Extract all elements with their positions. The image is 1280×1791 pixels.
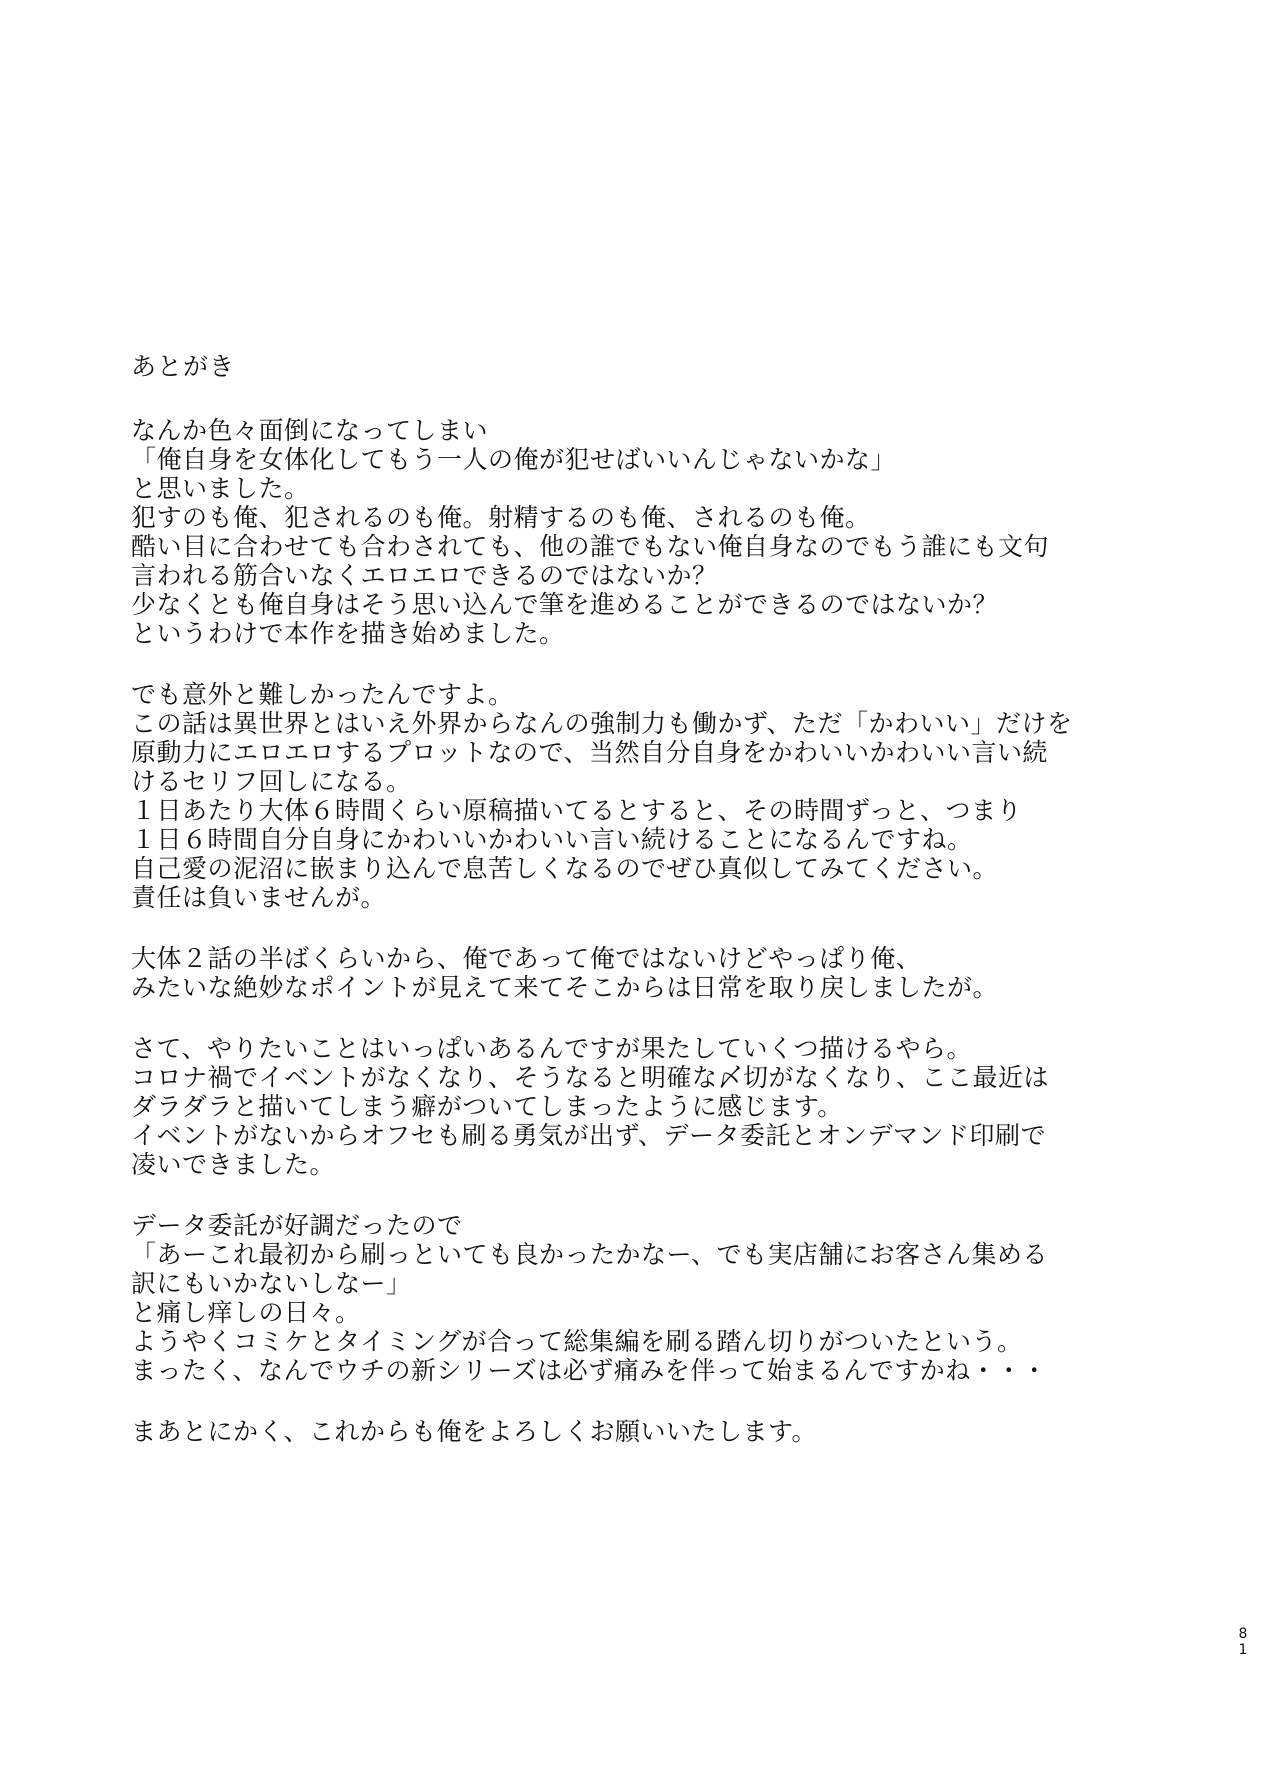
afterword-line: 大体２話の半ばくらいから、俺であって俺ではないけどやっぱり俺、 <box>131 944 922 973</box>
afterword-line: さて、やりたいことはいっぱいあるんですが果たしていくつ描けるやら。 <box>131 1034 973 1063</box>
afterword-line: １日あたり大体６時間くらい原稿描いてるとすると、その時間ずっと、つまり <box>131 796 1023 825</box>
afterword-paragraph <box>131 1417 1171 1446</box>
afterword-body <box>131 416 1171 1446</box>
afterword-line: 少なくとも俺自身はそう思い込んで筆を進めることができるのではないか？ <box>131 590 999 619</box>
afterword-paragraph <box>131 416 1171 648</box>
afterword-line: 犯すのも俺、犯されるのも俺。射精するのも俺、されるのも俺。 <box>131 503 871 532</box>
page-number-ones-digit: 1 <box>1238 1642 1248 1658</box>
afterword-line: ダラダラと描いてしまう癖がついてしまったように感じます。 <box>131 1092 843 1121</box>
afterword-paragraph <box>131 1211 1171 1385</box>
afterword-line: と痛し痒しの日々。 <box>131 1298 361 1327</box>
afterword-line: まったく、なんでウチの新シリーズは必ず痛みを伴って始まるんですかね・・・ <box>131 1356 1048 1385</box>
afterword-line: ようやくコミケとタイミングが合って総集編を刷る踏ん切りがついたという。 <box>131 1327 1023 1356</box>
afterword-line: 凌いできました。 <box>131 1150 336 1179</box>
afterword-line: みたいな絶妙なポイントが見えて来てそこからは日常を取り戻しましたが。 <box>131 973 999 1002</box>
afterword-line: １日６時間自分自身にかわいいかわいい言い続けることになるんですね。 <box>131 825 973 854</box>
afterword-paragraph <box>131 1034 1171 1179</box>
afterword-line: でも意外と難しかったんですよ。 <box>131 680 514 709</box>
afterword-line: データ委託が好調だったので <box>131 1211 463 1240</box>
afterword-line: まあとにかく、これからも俺をよろしくお願いいたします。 <box>131 1417 818 1446</box>
afterword-line: 責任は負いませんが。 <box>131 883 387 912</box>
afterword-line: 酷い目に合わせても合わされても、他の誰でもない俺自身なのでもう誰にも文句 <box>131 532 1050 561</box>
afterword-line: と思いました。 <box>131 474 310 503</box>
afterword-text-block <box>131 352 1171 1478</box>
afterword-paragraph <box>131 680 1171 912</box>
afterword-line: コロナ禍でイベントがなくなり、そうなると明確な〆切がなくなり、ここ最近は <box>131 1063 1050 1092</box>
afterword-line: 「俺自身を女体化してもう一人の俺が犯せばいいんじゃないかな」 <box>131 445 897 474</box>
afterword-line: なんか色々面倒になってしまい <box>131 416 489 445</box>
afterword-line: 言われる筋合いなくエロエロできるのではないか？ <box>131 561 718 590</box>
page-number-tens-digit: 8 <box>1238 1626 1248 1642</box>
afterword-line: 「あーこれ最初から刷っといても良かったかなー、でも実店舗にお客さん集める <box>131 1240 1049 1269</box>
afterword-line: 自己愛の泥沼に嵌まり込んで息苦しくなるのでぜひ真似してみてください。 <box>131 854 999 883</box>
afterword-line: 訳にもいかないしなー」 <box>131 1269 412 1298</box>
afterword-line: この話は異世界とはいえ外界からなんの強制力も働かず、ただ「かわいい」だけを <box>131 709 1073 738</box>
afterword-line: イベントがないからオフセも刷る勇気が出ず、データ委託とオンデマンド印刷で <box>131 1121 1047 1150</box>
afterword-paragraph <box>131 944 1171 1002</box>
afterword-line: 原動力にエロエロするプロットなので、当然自分自身をかわいいかわいい言い続 <box>131 738 1049 767</box>
afterword-line: けるセリフ回しになる。 <box>131 767 412 796</box>
afterword-title: あとがき <box>131 352 236 381</box>
afterword-line: というわけで本作を描き始めました。 <box>131 619 565 648</box>
page-number <box>1236 1626 1250 1658</box>
